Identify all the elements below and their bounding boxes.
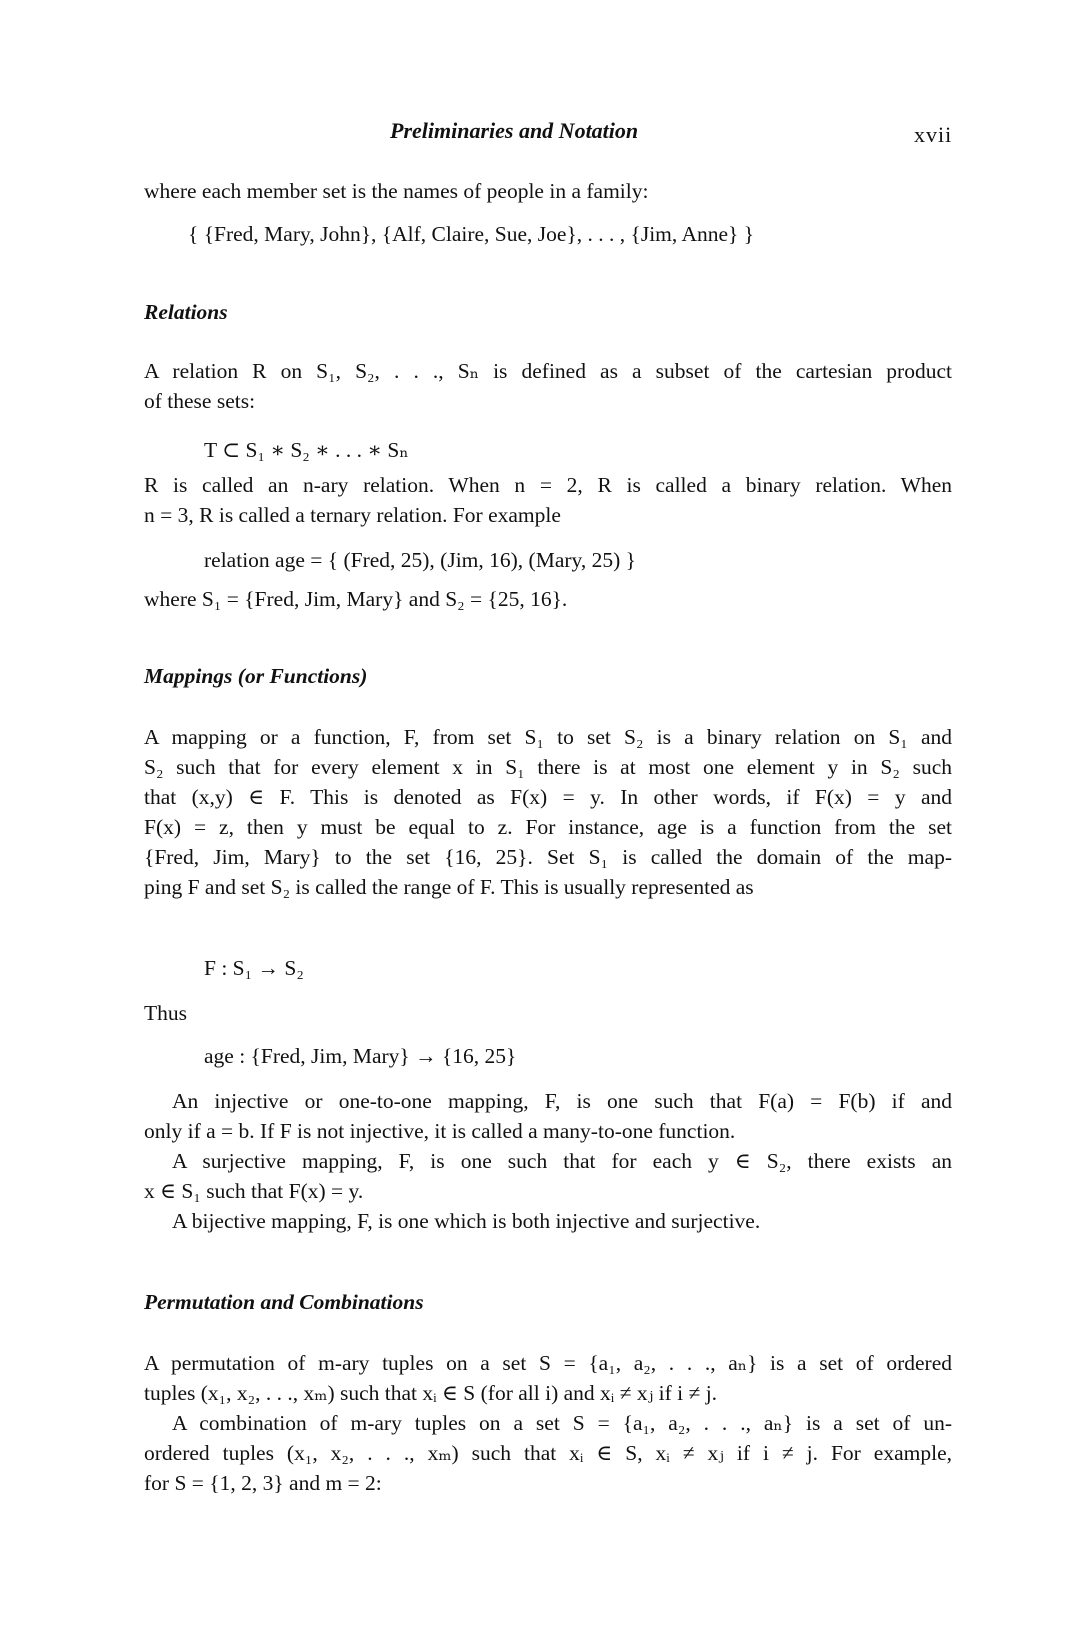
relation-age-display: relation age = { (Fred, 25), (Jim, 16), (Mary, 25) } — [204, 548, 636, 572]
text-line: {Fred, Jim, Mary} to the set {16, 25}. Set S₁ is called the domain of the map- — [144, 845, 952, 869]
permutation-paragraph — [144, 1348, 952, 1408]
page-number: xvii — [914, 122, 953, 147]
text-line: A mapping or a function, F, from set S₁ to set S₂ is a binary relation on S₁ and — [144, 725, 952, 749]
text-line: A combination of m-ary tuples on a set S = {a₁, a₂, . . ., aₙ} is a set of un- — [172, 1411, 952, 1435]
text-line: A bijective mapping, F, is one which is both injective and surjective. — [172, 1209, 761, 1233]
text-line: of these sets: — [144, 389, 256, 413]
mappings-para1 — [144, 722, 952, 902]
section-heading-relations: Relations — [144, 300, 228, 324]
relations-para2 — [144, 470, 952, 530]
bijective-paragraph — [144, 1206, 952, 1236]
text-line: A surjective mapping, F, is one such that for each y ∈ S₂, there exists an — [172, 1149, 952, 1173]
text-line: F(x) = z, then y must be equal to z. For instance, age is a function from the set — [144, 815, 952, 839]
text-line: A relation R on S₁, S₂, . . ., Sₙ is defined as a subset of the cartesian product — [144, 359, 952, 383]
subset-display: T ⊂ S₁ ∗ S₂ ∗ . . . ∗ Sₙ — [204, 438, 409, 462]
text-line: S₂ such that for every element x in S₁ there is at most one element y in S₂ such — [144, 755, 952, 779]
thus-label: Thus — [144, 1001, 187, 1025]
age-mapping-display: age : {Fred, Jim, Mary} → {16, 25} — [204, 1044, 517, 1068]
text-line: for S = {1, 2, 3} and m = 2: — [144, 1471, 382, 1495]
section-heading-permutation: Permutation and Combinations — [144, 1290, 424, 1314]
relations-para1 — [144, 356, 952, 416]
text-line: A permutation of m-ary tuples on a set S = {a₁, a₂, . . ., aₙ} is a set of ordered — [144, 1351, 952, 1375]
running-head-title: Preliminaries and Notation — [390, 118, 639, 143]
combination-paragraph — [144, 1408, 952, 1498]
intro-line: where each member set is the names of people in a family: — [144, 179, 649, 203]
section-heading-mappings: Mappings (or Functions) — [144, 664, 368, 688]
mapping-signature-display: F : S₁ → S₂ — [204, 956, 304, 980]
text-line: ordered tuples (x₁, x₂, . . ., xₘ) such that xᵢ ∈ S, xᵢ ≠ xⱼ if i ≠ j. For example, — [144, 1441, 952, 1465]
text-line: ping F and set S₂ is called the range of F. This is usually represented as — [144, 875, 754, 899]
injective-paragraph — [144, 1086, 952, 1146]
text-line: tuples (x₁, x₂, . . ., xₘ) such that xᵢ ∈ S (for all i) and xᵢ ≠ xⱼ if i ≠ j. — [144, 1381, 718, 1405]
relations-para3: where S₁ = {Fred, Jim, Mary} and S₂ = {25, 16}. — [144, 587, 568, 611]
text-line: x ∈ S₁ such that F(x) = y. — [144, 1179, 364, 1203]
surjective-paragraph — [144, 1146, 952, 1206]
text-line: n = 3, R is called a ternary relation. For example — [144, 503, 561, 527]
text-line: only if a = b. If F is not injective, it is called a many-to-one function. — [144, 1119, 736, 1143]
text-line: R is called an n-ary relation. When n = 2, R is called a binary relation. When — [144, 473, 952, 497]
text-line: that (x,y) ∈ F. This is denoted as F(x) = y. In other words, if F(x) = y and — [144, 785, 952, 809]
family-set-display: { {Fred, Mary, John}, {Alf, Claire, Sue, Joe}, . . . , {Jim, Anne} } — [188, 222, 755, 246]
text-line: An injective or one-to-one mapping, F, is one such that F(a) = F(b) if and — [172, 1089, 952, 1113]
